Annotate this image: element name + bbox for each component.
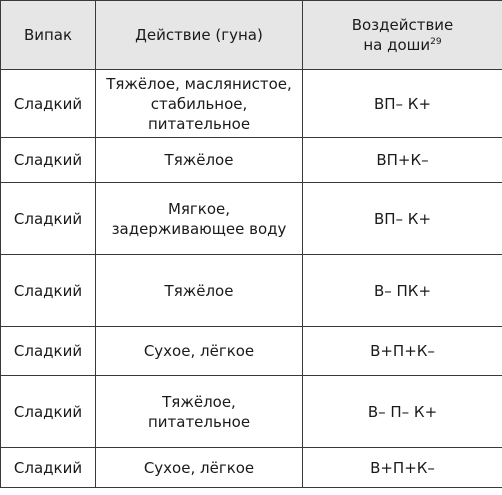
header-row [1, 1, 502, 70]
cell-effect: ВП– К+ [303, 70, 502, 138]
table-row [1, 255, 502, 327]
table-row [1, 376, 502, 448]
table-row [1, 183, 502, 255]
cell-effect: ВП+К– [303, 138, 502, 183]
header-action-label: Действие (гуна) [135, 26, 263, 44]
cell-action: Сухое, лёгкое [96, 448, 303, 488]
header-footnote-marker: 29 [430, 37, 442, 47]
cell-vipak: Сладкий [1, 376, 96, 448]
header-effect [303, 1, 502, 70]
cell-vipak: Сладкий [1, 327, 96, 376]
cell-action-text: Мягкое, задерживающее воду [111, 199, 287, 238]
table-body [1, 70, 502, 488]
cell-vipak: Сладкий [1, 183, 96, 255]
cell-action: Тяжёлое [96, 138, 303, 183]
cell-effect: В– П– К+ [303, 376, 502, 448]
cell-action [96, 183, 303, 255]
table-header [1, 1, 502, 70]
table-row [1, 70, 502, 138]
cell-effect: ВП– К+ [303, 183, 502, 255]
cell-vipak: Сладкий [1, 70, 96, 138]
header-effect-label [352, 15, 454, 55]
header-vipak-label: Випак [23, 26, 73, 44]
table-row [1, 138, 502, 183]
cell-action-text: Тяжёлое, питательное [147, 392, 251, 431]
cell-action [96, 70, 303, 138]
cell-vipak: Сладкий [1, 255, 96, 327]
cell-effect: В+П+К– [303, 448, 502, 488]
cell-action: Сухое, лёгкое [96, 327, 303, 376]
table-row [1, 327, 502, 376]
header-action [96, 1, 303, 70]
cell-action: Тяжёлое [96, 255, 303, 327]
cell-effect: В– ПК+ [303, 255, 502, 327]
header-effect-line1: Воздействие [351, 16, 454, 34]
cell-effect: В+П+К– [303, 327, 502, 376]
cell-action [96, 376, 303, 448]
table-row [1, 448, 502, 488]
header-effect-line2: на доши [363, 36, 431, 54]
header-vipak [1, 1, 96, 70]
cell-vipak: Сладкий [1, 138, 96, 183]
cell-action-text: Тяжёлое, маслянистое, стабильное, питательное [106, 74, 292, 133]
cell-vipak: Сладкий [1, 448, 96, 488]
